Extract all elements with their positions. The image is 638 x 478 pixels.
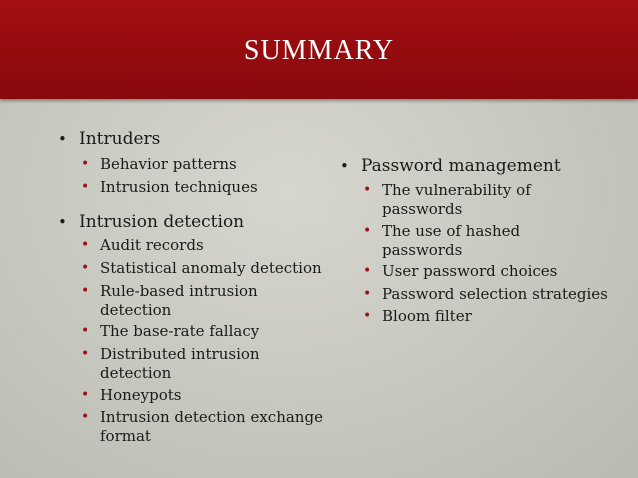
sub-bullet-icon: • [81, 283, 90, 299]
sub-bullet-label: Intrusion techniques [100, 178, 258, 196]
sub-bullet-icon: • [363, 182, 372, 198]
title-bar [0, 0, 638, 99]
sub-bullet-label-line1: Distributed intrusion [100, 345, 260, 363]
sub-bullet-label-line2: detection [100, 364, 172, 382]
bullet-icon: • [340, 157, 349, 175]
sub-bullet-label-line1: Rule-based intrusion [100, 282, 258, 300]
bullet-label: Intruders [79, 129, 161, 149]
bullet-label: Password management [361, 156, 561, 176]
sub-bullet-label: Behavior patterns [100, 155, 237, 173]
bullet-icon: • [58, 130, 67, 148]
sub-bullet-icon: • [363, 286, 372, 302]
sub-bullet-label: Statistical anomaly detection [100, 259, 322, 277]
sub-bullet-label-line1: The use of hashed [382, 222, 521, 240]
sub-bullet-icon: • [363, 223, 372, 239]
bullet-label: Intrusion detection [79, 212, 245, 232]
sub-bullet-label-line2: passwords [382, 200, 463, 218]
sub-bullet-icon: • [81, 387, 90, 403]
sub-bullet-icon: • [81, 156, 90, 172]
bullet-icon: • [58, 213, 67, 231]
sub-bullet-icon: • [81, 179, 90, 195]
sub-bullet-label-line1: Intrusion detection exchange [100, 408, 323, 426]
sub-bullet-icon: • [81, 346, 90, 362]
sub-bullet-icon: • [81, 260, 90, 276]
sub-bullet-label: Password selection strategies [382, 285, 608, 303]
sub-bullet-label: Bloom filter [382, 307, 472, 325]
sub-bullet-icon: • [363, 308, 372, 324]
sub-bullet-label: The base-rate fallacy [100, 322, 260, 340]
sub-bullet-label-line1: The vulnerability of [382, 181, 531, 199]
slide-title: summary [243, 23, 395, 68]
sub-bullet-icon: • [81, 237, 90, 253]
sub-bullet-label-line2: format [100, 427, 151, 445]
sub-bullet-icon: • [363, 263, 372, 279]
sub-bullet-label: Audit records [100, 236, 204, 254]
sub-bullet-label: Honeypots [100, 386, 182, 404]
sub-bullet-icon: • [81, 323, 90, 339]
sub-bullet-label-line2: passwords [382, 241, 463, 259]
sub-bullet-label-line2: detection [100, 301, 172, 319]
sub-bullet-label: User password choices [382, 262, 558, 280]
sub-bullet-icon: • [81, 409, 90, 425]
